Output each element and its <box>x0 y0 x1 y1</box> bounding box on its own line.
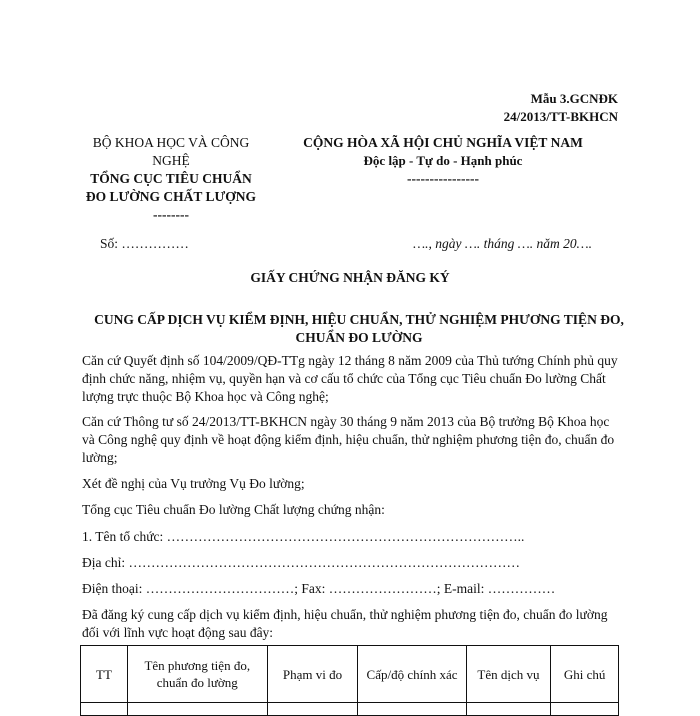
table-row <box>81 703 619 716</box>
legal-basis-paragraph: Căn cứ Quyết định số 104/2009/QĐ-TTg ngày 12 tháng 8 năm 2009 của Thủ tướng Chính phủ quy định chức năng, nhiệm vụ, quyền hạn và cơ cấu tổ chức của Tổng cục Tiêu chuẩn Đo lường Chất lượng trực thuộc Bộ Khoa học và Công nghệ; <box>82 353 618 405</box>
table-cell <box>358 703 466 716</box>
document-number: Số: …………… <box>100 236 189 251</box>
column-header-notes: Ghi chú <box>551 646 619 703</box>
legal-basis-paragraph: Căn cứ Thông tư số 24/2013/TT-BKHCN ngày 30 tháng 9 năm 2013 của Bộ trưởng Bộ Khoa học và Công nghệ quy định về hoạt động kiểm định, hiệu chuẩn, thử nghiệm phương tiện đo, chuẩn đo lường; <box>82 413 615 466</box>
form-code: Mẫu 3.GCNĐK <box>530 91 618 106</box>
national-motto: Độc lập - Tự do - Hạnh phúc <box>363 153 523 168</box>
national-header <box>268 134 618 188</box>
circular-number: 24/2013/TT-BKHCN <box>503 109 618 124</box>
table-cell <box>267 703 358 716</box>
certifies-paragraph: Tổng cục Tiêu chuẩn Đo lường Chất lượng chứng nhận: <box>82 502 385 518</box>
proposal-paragraph: Xét đề nghị của Vụ trưởng Vụ Đo lường; <box>82 476 305 492</box>
registered-scope-paragraph: Đã đăng ký cung cấp dịch vụ kiểm định, hiệu chuẩn, thử nghiệm phương tiện đo, chuẩn đo lường đối với lĩnh vực hoạt động sau đây: <box>82 607 608 641</box>
column-header-service-name: Tên dịch vụ <box>466 646 550 703</box>
table-cell <box>551 703 619 716</box>
form-number-block <box>504 90 618 126</box>
country-name: CỘNG HÒA XÃ HỘI CHỦ NGHĨA VIỆT NAM <box>303 135 583 150</box>
org-name-field: 1. Tên tổ chức: …………………………………………………………………….. <box>82 528 525 544</box>
column-header-tt: TT <box>81 646 128 703</box>
column-header-range: Phạm vi đo <box>267 646 358 703</box>
column-header-accuracy: Cấp/độ chính xác <box>358 646 466 703</box>
certificate-title: GIẤY CHỨNG NHẬN ĐĂNG KÝ <box>250 270 450 285</box>
registration-table <box>80 645 619 716</box>
table-cell <box>81 703 128 716</box>
table-header-row <box>81 646 619 703</box>
column-header-instrument-name: Tên phương tiện đo, chuẩn đo lường <box>127 646 267 703</box>
table-cell <box>466 703 550 716</box>
left-header-separator: -------- <box>153 207 189 222</box>
document-date: …., ngày …. tháng …. năm 20…. <box>413 236 592 251</box>
table-cell <box>127 703 267 716</box>
right-header-separator: ---------------- <box>407 171 479 186</box>
certificate-subtitle: CUNG CẤP DỊCH VỤ KIỂM ĐỊNH, HIỆU CHUẨN, THỬ NGHIỆM PHƯƠNG TIỆN ĐO, CHUẨN ĐO LƯỜNG <box>94 312 624 345</box>
contact-field: Điện thoại: ……………………………; Fax: ……………………; E-mail: …………… <box>82 581 556 597</box>
issuing-authority-header <box>80 134 262 224</box>
agency-name: TỔNG CỤC TIÊU CHUẨN ĐO LƯỜNG CHẤT LƯỢNG <box>85 171 257 204</box>
address-field: Địa chỉ: …………………………………………………………………………… <box>82 554 520 570</box>
certificate-body <box>82 352 622 643</box>
ministry-name: BỘ KHOA HỌC VÀ CÔNG NGHỆ <box>92 135 250 168</box>
